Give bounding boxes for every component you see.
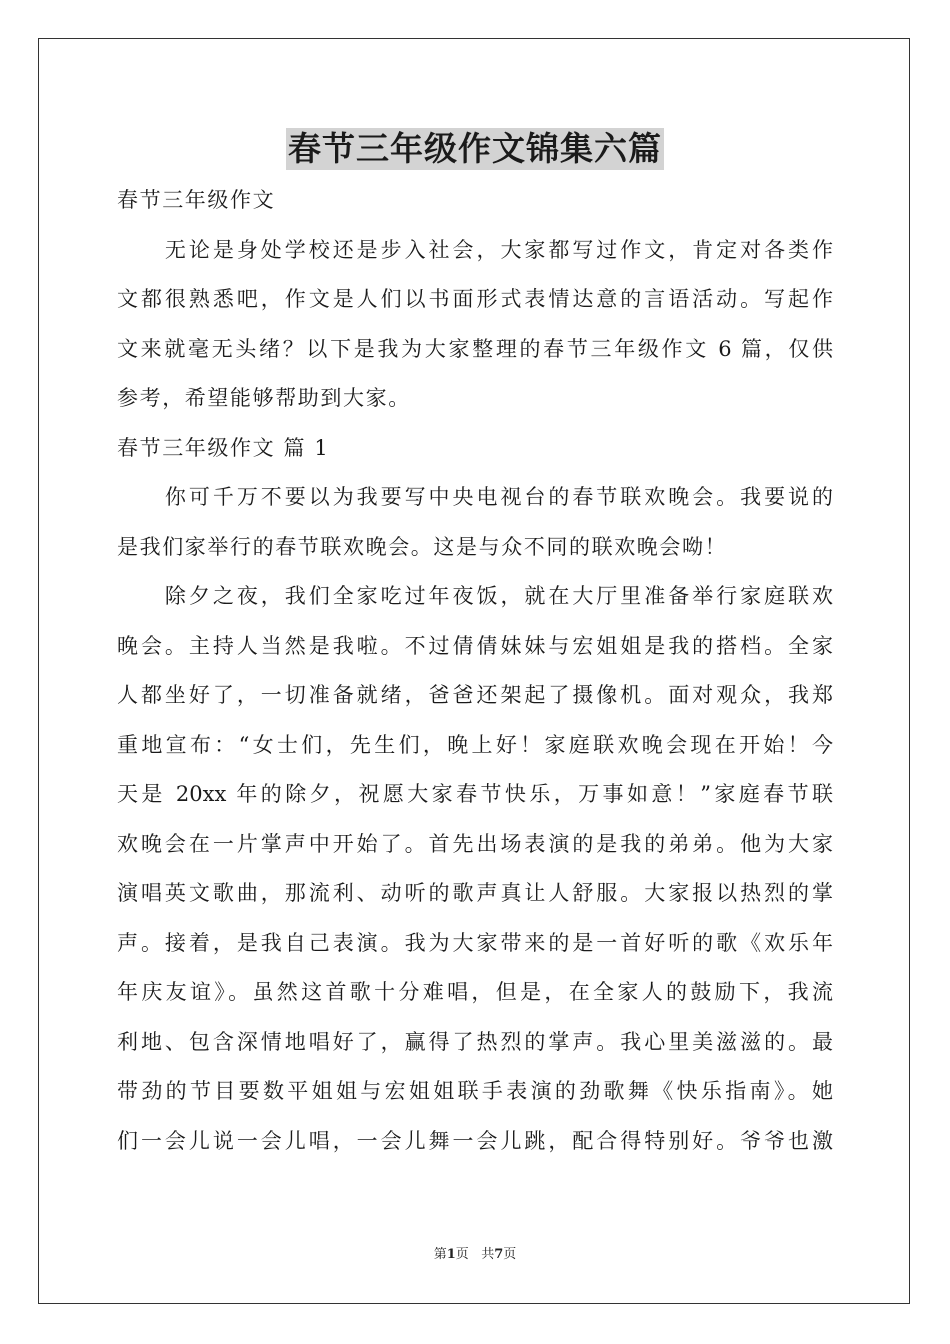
document-title: 春节三年级作文锦集六篇 [288,129,662,168]
text-line: 人都坐好了，一切准备就绪，爸爸还架起了摄像机。面对观众，我郑 [117,683,833,707]
text-line: 利地、包含深情地唱好了，赢得了热烈的掌声。我心里美滋滋的。最 [117,1029,833,1054]
title-wrap [0,128,950,170]
page-number: 1 [446,1247,456,1262]
text-line: 天是 20xx 年的除夕，祝愿大家春节快乐，万事如意！”家庭春节联 [117,782,833,806]
text-line: 欢晚会在一片掌声中开始了。首先出场表演的是我的弟弟。他为大家 [117,831,833,856]
text-line: 春节三年级作文 [117,188,276,212]
page-footer [0,1246,950,1264]
total-suffix: 页 [503,1247,517,1262]
total-pages: 7 [494,1247,504,1262]
document-body [117,176,833,1166]
text-line: 你可千万不要以为我要写中央电视台的春节联欢晚会。我要说的 [117,485,833,509]
total-prefix: 共 [481,1247,495,1262]
text-line: 带劲的节目要数平姐姐与宏姐姐联手表演的劲歌舞《快乐指南》。她 [117,1079,833,1103]
text-line: 年庆友谊》。虽然这首歌十分难唱，但是，在全家人的鼓励下，我流 [117,980,833,1004]
text-line: 是我们家举行的春节联欢晚会。这是与众不同的联欢晚会呦！ [117,534,728,559]
text-line: 演唱英文歌曲，那流利、动听的歌声真让人舒服。大家报以热烈的掌 [117,881,833,905]
text-line: 声。接着，是我自己表演。我为大家带来的是一首好听的歌《欢乐年 [117,930,833,955]
text-line: 重地宣布：“女士们，先生们，晚上好！家庭联欢晚会现在开始！今 [117,732,833,757]
text-line: 参考，希望能够帮助到大家。 [117,386,411,410]
page-prefix: 第 [433,1247,447,1262]
text-line: 无论是身处学校还是步入社会，大家都写过作文，肯定对各类作 [117,237,833,262]
text-line: 晚会。主持人当然是我啦。不过倩倩妹妹与宏姐姐是我的搭档。全家 [117,633,833,658]
text-line: 春节三年级作文 篇 1 [117,435,330,460]
text-line: 们一会儿说一会儿唱，一会儿舞一会儿跳，配合得特别好。爷爷也激 [117,1128,833,1153]
text-line: 文都很熟悉吧，作文是人们以书面形式表情达意的言语活动。写起作 [117,287,833,311]
text-line: 除夕之夜，我们全家吃过年夜饭，就在大厅里准备举行家庭联欢 [117,584,833,608]
page-suffix: 页 [455,1247,469,1262]
text-line: 文来就毫无头绪？以下是我为大家整理的春节三年级作文 6 篇，仅供 [117,336,833,361]
